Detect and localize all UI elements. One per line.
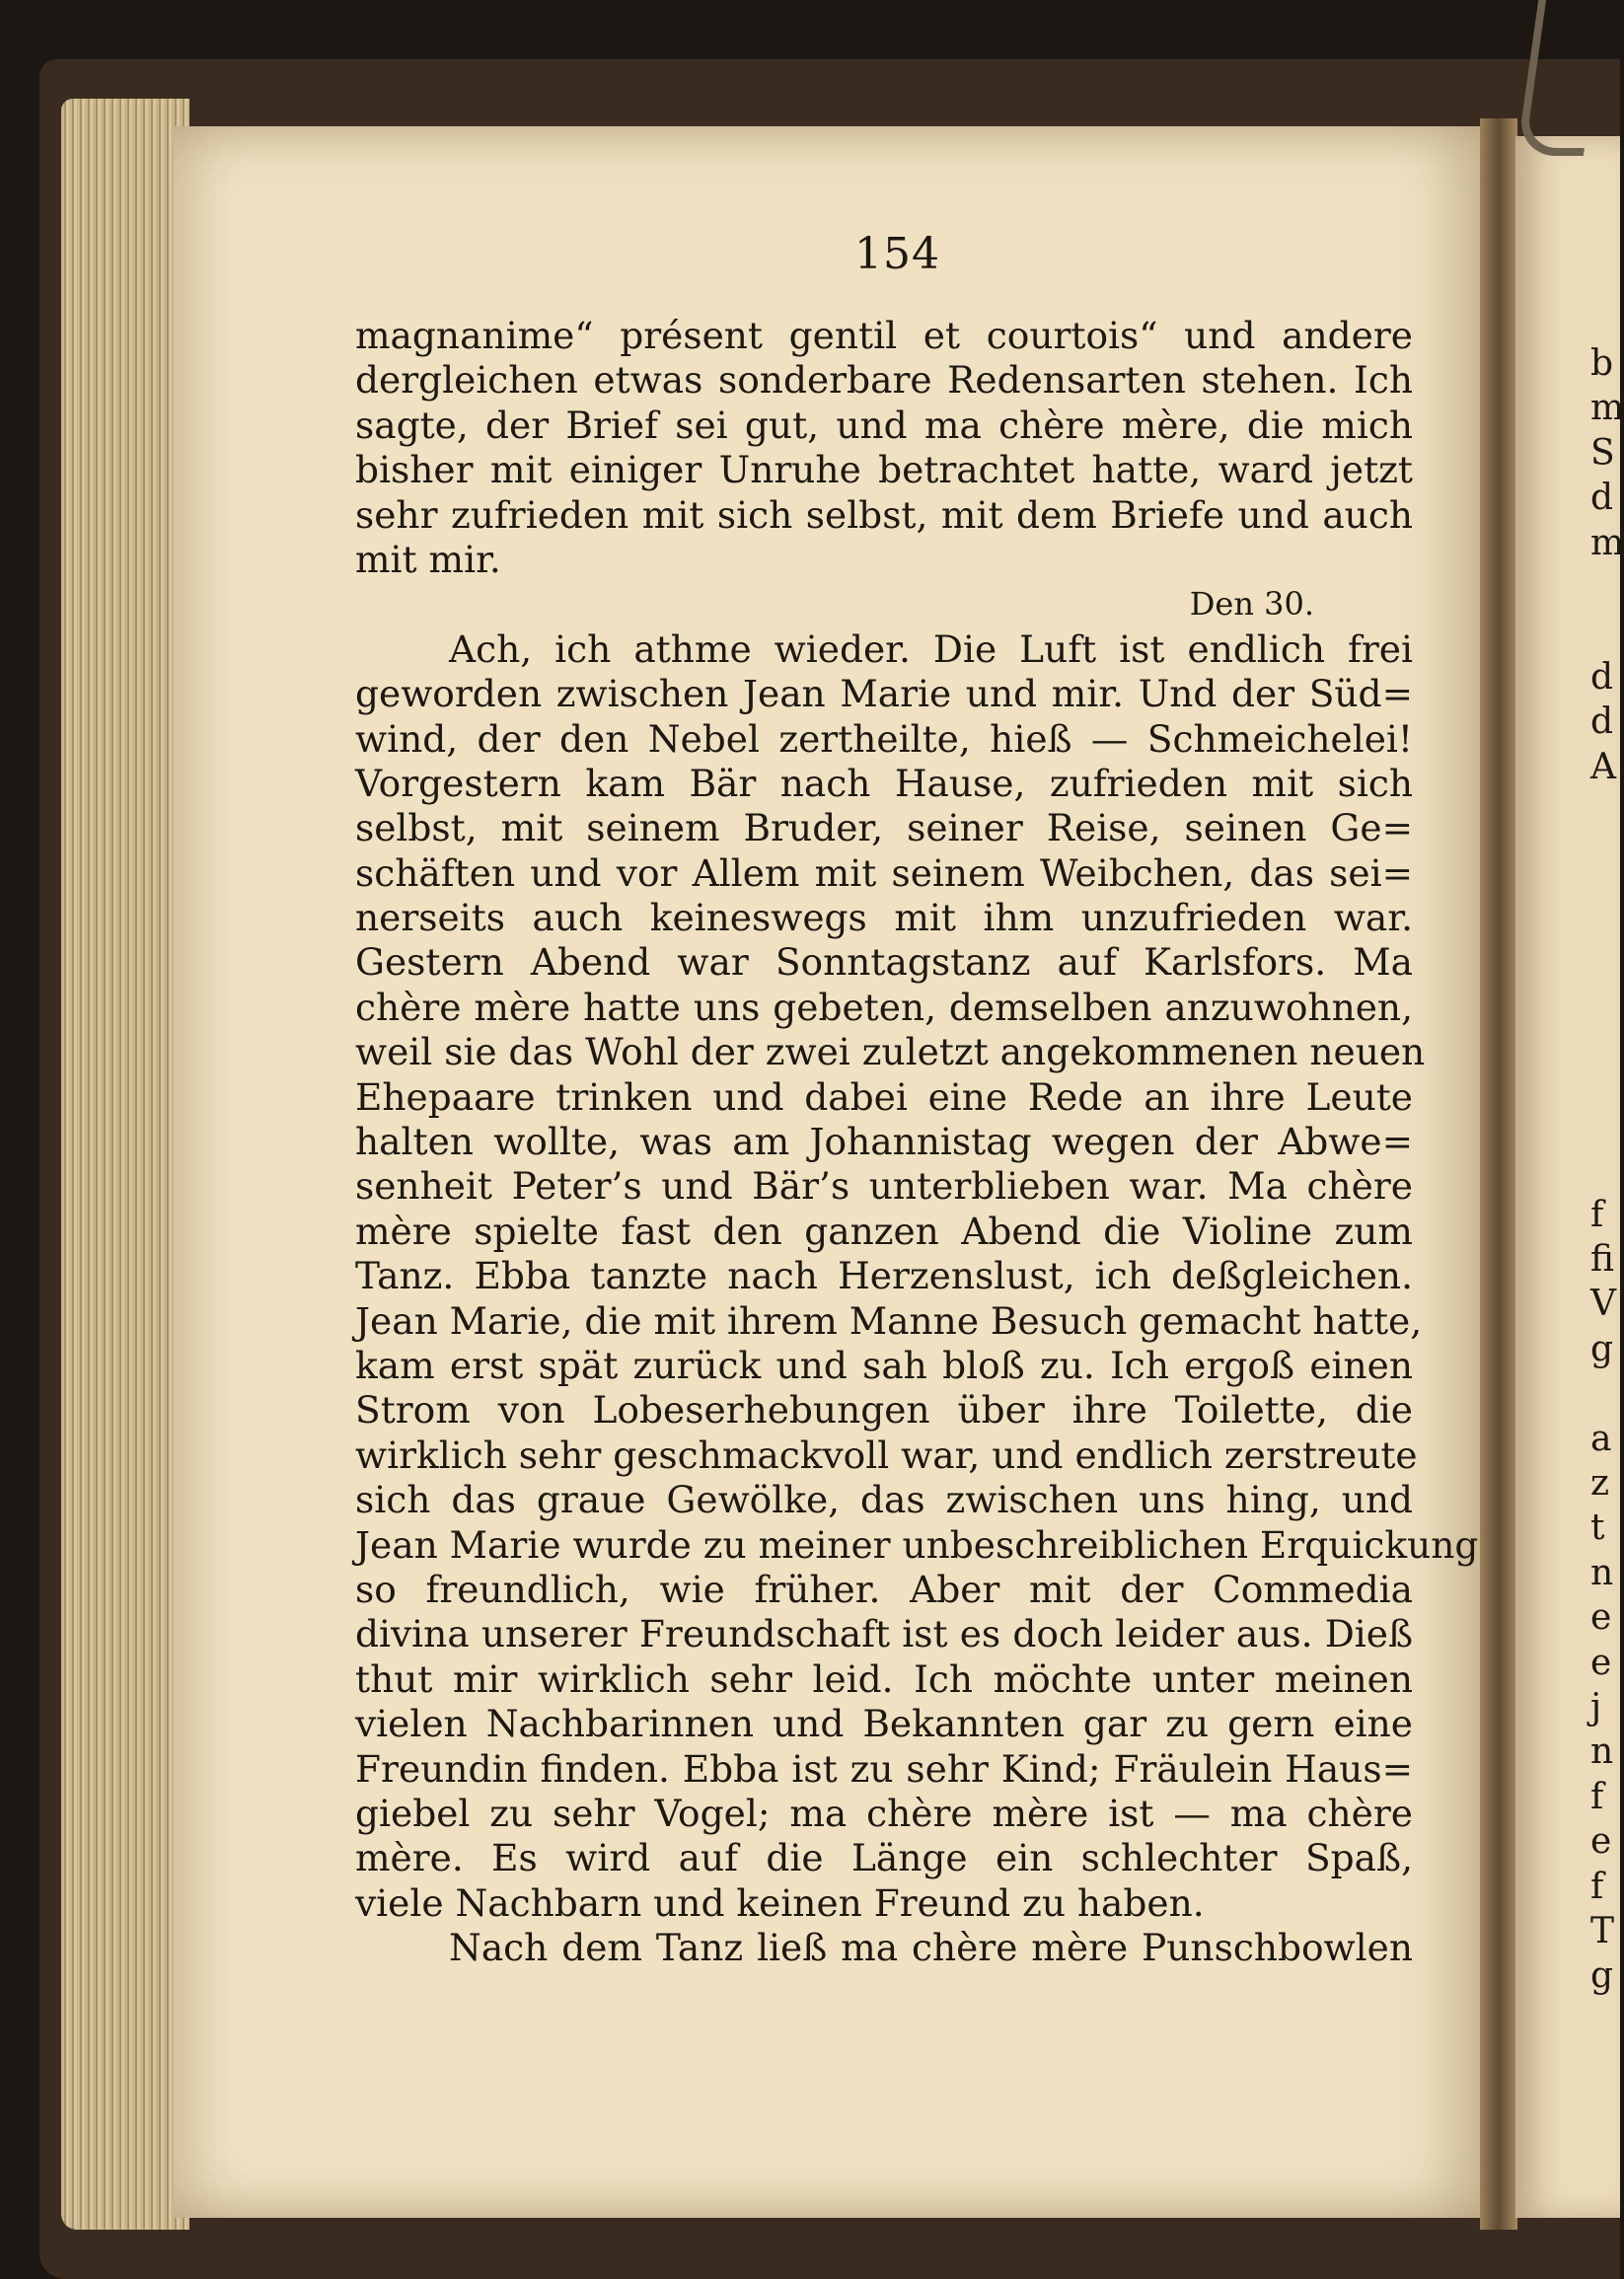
text-line: thut mir wirklich sehr leid. Ich möchte unter meinen — [355, 1656, 1413, 1701]
text-line: vielen Nachbarinnen und Bekannten gar zu gern eine — [355, 1702, 1413, 1746]
facing-page-fragment: j — [1590, 1687, 1602, 1728]
facing-page-fragment: f — [1590, 1194, 1604, 1235]
facing-page-fragment: n — [1590, 1552, 1614, 1593]
facing-page-fragment: t — [1590, 1507, 1605, 1549]
text-line: mère spielte fast den ganzen Abend die Violine zum — [355, 1209, 1413, 1253]
text-line: Den 30. — [1189, 585, 1314, 624]
page-edges — [61, 99, 189, 2230]
text-line: sehr zufrieden mit sich selbst, mit dem Briefe und auch — [355, 492, 1413, 537]
text-line: Ehepaare trinken und dabei eine Rede an ihre Leute — [355, 1074, 1413, 1119]
text-line: chère mère hatte uns gebeten, demselben anzuwohnen, — [355, 985, 1413, 1029]
text-line: Gestern Abend war Sonntagstanz auf Karlsfors. Ma — [355, 940, 1413, 985]
facing-page-fragment: A — [1590, 746, 1616, 787]
facing-page-fragment: V — [1590, 1284, 1616, 1325]
facing-page-fragment: e — [1590, 1597, 1612, 1639]
facing-page-fragment: f — [1590, 1866, 1604, 1907]
text-line: Strom von Lobeserhebungen über ihre Toilette, die — [355, 1388, 1413, 1433]
facing-page-fragment: f — [1590, 1776, 1604, 1817]
text-line: so freundlich, wie früher. Aber mit der Commedia — [355, 1567, 1413, 1611]
text-line: mit mir. — [355, 537, 501, 581]
text-line: wind, der den Nebel zertheilte, hieß — Schmeichelei! — [355, 716, 1413, 761]
text-line: giebel zu sehr Vogel; ma chère mère ist — ma chère — [355, 1791, 1413, 1835]
facing-page-fragment: fi — [1590, 1239, 1615, 1280]
facing-page-fragment: d — [1590, 478, 1614, 519]
facing-page-fragment: m — [1590, 522, 1624, 563]
text-line: sich das graue Gewölke, das zwischen uns hing, und — [355, 1478, 1413, 1522]
text-line: geworden zwischen Jean Marie und mir. Und der Süd= — [355, 672, 1413, 716]
facing-page-fragment: e — [1590, 1821, 1612, 1863]
page-number: 154 — [854, 229, 940, 279]
text-line: Freundin finden. Ebba ist zu sehr Kind; Fräulein Haus= — [355, 1746, 1413, 1791]
text-line: viele Nachbarn und keinen Freund zu haben. — [355, 1880, 1205, 1925]
text-line: magnanime“ présent gentil et courtois“ und andere — [355, 314, 1413, 357]
facing-page-fragment: b — [1590, 343, 1614, 384]
text-line: Jean Marie, die mit ihrem Manne Besuch gemacht hatte, — [355, 1298, 1423, 1343]
text-line: Tanz. Ebba tanzte nach Herzenslust, ich deßgleichen. — [355, 1254, 1413, 1298]
text-line: weil sie das Wohl der zwei zuletzt angekommenen neuen — [355, 1030, 1426, 1074]
text-line: wirklich sehr geschmackvoll war, und endlich zerstreute — [355, 1433, 1418, 1477]
text-line: Jean Marie wurde zu meiner unbeschreiblichen Erquickung — [355, 1522, 1479, 1567]
book-gutter — [1480, 118, 1517, 2230]
facing-page-fragment: S — [1590, 432, 1615, 474]
facing-page-fragment: d — [1590, 701, 1614, 743]
facing-page-fragment: g — [1590, 1955, 1614, 1997]
text-line: divina unserer Freundschaft ist es doch leider aus. Dieß — [355, 1612, 1413, 1656]
facing-page-fragment: m — [1590, 388, 1624, 429]
text-line: dergleichen etwas sonderbare Redensarten stehen. Ich — [355, 358, 1413, 403]
text-line: senheit Peter’s und Bär’s unterblieben war. Ma chère — [355, 1164, 1413, 1209]
text-line: kam erst spät zurück und sah bloß zu. Ich ergoß einen — [355, 1343, 1413, 1387]
facing-page-fragment: z — [1590, 1463, 1609, 1504]
text-line: Ach, ich athme wieder. Die Luft ist endlich frei — [449, 626, 1413, 671]
facing-page-fragment: d — [1590, 656, 1614, 698]
text-line: schäften und vor Allem mit seinem Weibchen, das sei= — [355, 850, 1413, 895]
text-line: Vorgestern kam Bär nach Hause, zufrieden mit sich — [355, 761, 1413, 805]
text-line: halten wollte, was am Johannistag wegen der Abwe= — [355, 1120, 1413, 1164]
facing-page-fragment: a — [1590, 1418, 1612, 1459]
text-line: mère. Es wird auf die Länge ein schlechter Spaß, — [355, 1836, 1413, 1880]
facing-page-fragment: n — [1590, 1731, 1614, 1773]
body-text — [355, 314, 1479, 1970]
text-line: bisher mit einiger Unruhe betrachtet hatte, ward jetzt — [355, 448, 1413, 492]
text-line: nerseits auch keineswegs mit ihm unzufrieden war. — [355, 896, 1413, 940]
facing-page-fragment: e — [1590, 1642, 1612, 1683]
facing-page-fragment: T — [1590, 1911, 1615, 1951]
text-line: Nach dem Tanz ließ ma chère mère Punschbowlen — [449, 1926, 1413, 1970]
text-line: selbst, mit seinem Bruder, seiner Reise, seinen Ge= — [355, 806, 1413, 850]
text-line: sagte, der Brief sei gut, und ma chère mère, die mich — [355, 403, 1413, 447]
facing-page-fragment: g — [1590, 1328, 1614, 1369]
